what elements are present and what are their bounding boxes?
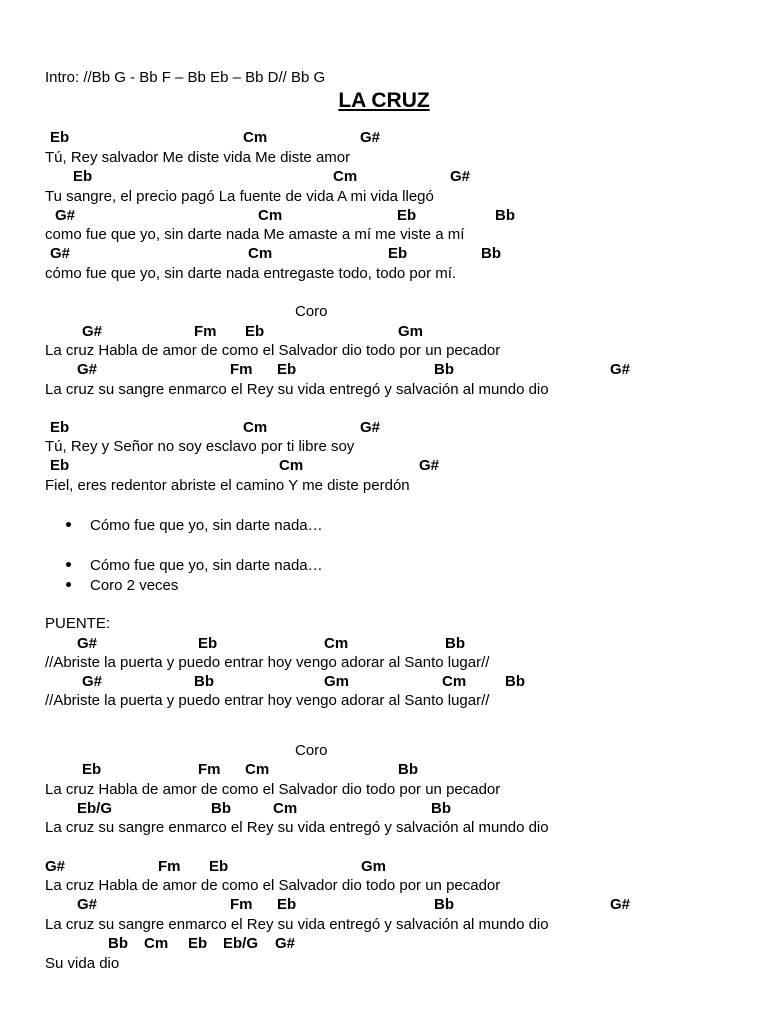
intro-line: Intro: //Bb G - Bb F – Bb Eb – Bb D// Bb G xyxy=(45,69,326,86)
bullet-item: Cómo fue que yo, sin darte nada… xyxy=(90,517,323,534)
chord: Gm xyxy=(361,858,387,875)
chord: G# xyxy=(360,129,381,146)
chord: Eb xyxy=(50,129,70,146)
chord: Cm xyxy=(442,673,467,690)
bullet-dot xyxy=(66,562,71,567)
chord: Cm xyxy=(144,935,169,952)
chord: Bb xyxy=(434,896,454,913)
chord: Cm xyxy=(258,207,283,224)
lyric-line: Su vida dio xyxy=(45,955,120,972)
chord: Bb xyxy=(211,800,231,817)
chord: Eb xyxy=(188,935,208,952)
lyric-line: La cruz Habla de amor de como el Salvador dio todo por un pecador xyxy=(45,342,501,359)
chord: Cm xyxy=(333,168,358,185)
puente-label: PUENTE: xyxy=(45,615,111,632)
chord: Cm xyxy=(273,800,298,817)
chord: Eb xyxy=(209,858,229,875)
chord: G# xyxy=(55,207,76,224)
chord: Fm xyxy=(230,896,253,913)
chord: Fm xyxy=(158,858,181,875)
chord: Cm xyxy=(279,457,304,474)
coro-label: Coro xyxy=(295,742,328,759)
chord: Eb xyxy=(73,168,93,185)
lyric-line: como fue que yo, sin darte nada Me amaste a mí me viste a mí xyxy=(45,226,465,243)
chord: G# xyxy=(50,245,71,262)
bullet-item: Coro 2 veces xyxy=(90,577,179,594)
chord: Eb xyxy=(277,896,297,913)
chord: Bb xyxy=(194,673,214,690)
lyric-line: //Abriste la puerta y puedo entrar hoy vengo adorar al Santo lugar// xyxy=(45,692,490,709)
chord: Eb xyxy=(388,245,408,262)
chord: Cm xyxy=(243,129,268,146)
chord: Bb xyxy=(505,673,525,690)
lyric-line: Fiel, eres redentor abriste el camino Y me diste perdón xyxy=(45,477,410,494)
chord: Bb xyxy=(108,935,128,952)
chord: G# xyxy=(77,361,98,378)
chord: Cm xyxy=(245,761,270,778)
lyric-line: La cruz su sangre enmarco el Rey su vida entregó y salvación al mundo dio xyxy=(45,916,549,933)
lyric-line: Tú, Rey salvador Me diste vida Me diste amor xyxy=(45,149,351,166)
chord: Bb xyxy=(481,245,501,262)
bullet-dot xyxy=(66,522,71,527)
chord: G# xyxy=(360,419,381,436)
chord: Eb xyxy=(198,635,218,652)
chord: Eb/G xyxy=(223,935,259,952)
chord: Eb xyxy=(50,457,70,474)
chord: Gm xyxy=(324,673,350,690)
chord: Bb xyxy=(445,635,465,652)
chord: Bb xyxy=(398,761,418,778)
chord: G# xyxy=(450,168,471,185)
chord: Eb xyxy=(82,761,102,778)
coro-label: Coro xyxy=(295,303,328,320)
chord: Cm xyxy=(243,419,268,436)
lyric-line: Tu sangre, el precio pagó La fuente de vida A mi vida llegó xyxy=(45,188,434,205)
chord: G# xyxy=(82,673,103,690)
bullet-item: Cómo fue que yo, sin darte nada… xyxy=(90,557,323,574)
chord: Gm xyxy=(398,323,424,340)
chord: Eb xyxy=(277,361,297,378)
lyric-line: //Abriste la puerta y puedo entrar hoy vengo adorar al Santo lugar// xyxy=(45,654,490,671)
chord: G# xyxy=(77,896,98,913)
lyric-line: La cruz Habla de amor de como el Salvador dio todo por un pecador xyxy=(45,781,501,798)
chord: Eb/G xyxy=(77,800,113,817)
chord: Fm xyxy=(194,323,217,340)
lyric-line: Tú, Rey y Señor no soy esclavo por ti libre soy xyxy=(45,438,355,455)
chord: G# xyxy=(610,896,631,913)
chord: G# xyxy=(610,361,631,378)
chord: G# xyxy=(419,457,440,474)
chord: Bb xyxy=(431,800,451,817)
lyric-line: La cruz su sangre enmarco el Rey su vida entregó y salvación al mundo dio xyxy=(45,819,549,836)
lyric-line: La cruz su sangre enmarco el Rey su vida entregó y salvación al mundo dio xyxy=(45,381,549,398)
chord: Bb xyxy=(434,361,454,378)
chord: Eb xyxy=(245,323,265,340)
chord: G# xyxy=(275,935,296,952)
lyric-line: La cruz Habla de amor de como el Salvador dio todo por un pecador xyxy=(45,877,501,894)
chord: Cm xyxy=(248,245,273,262)
chord: Fm xyxy=(230,361,253,378)
song-title: LA CRUZ xyxy=(338,89,430,112)
chord: Fm xyxy=(198,761,221,778)
chord: G# xyxy=(82,323,103,340)
chord: Eb xyxy=(50,419,70,436)
lyric-line: cómo fue que yo, sin darte nada entregaste todo, todo por mí. xyxy=(45,265,457,282)
chord: Bb xyxy=(495,207,515,224)
bullet-dot xyxy=(66,582,71,587)
chord: Eb xyxy=(397,207,417,224)
chord: Cm xyxy=(324,635,349,652)
chord: G# xyxy=(45,858,66,875)
chord: G# xyxy=(77,635,98,652)
